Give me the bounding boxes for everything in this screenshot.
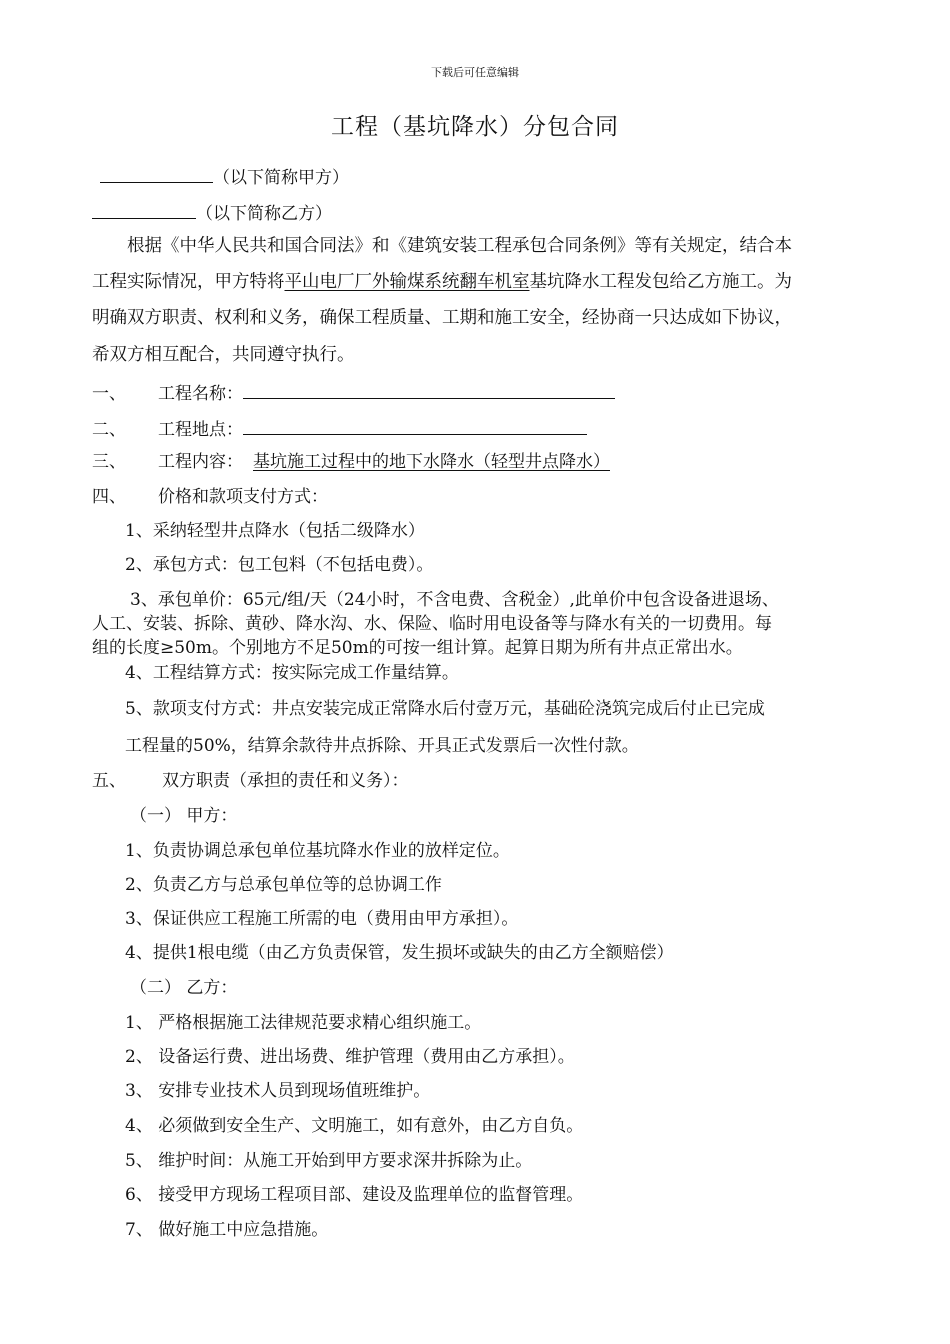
section-1-label: 工程名称：	[158, 384, 243, 404]
party-a-blank	[100, 164, 213, 183]
section-2-num: 二、	[92, 420, 126, 440]
party-a-duty: 3、保证供应工程施工所需的电（费用由甲方承担）。	[125, 909, 519, 929]
section-5-label: 双方职责（承担的责任和义务）：	[162, 771, 409, 791]
section-1	[92, 380, 615, 405]
section-1-num: 一、	[92, 384, 126, 404]
section-5-num: 五、	[92, 771, 126, 791]
intro-line-2	[92, 271, 792, 293]
party-a-duty: 1、负责协调总承包单位基坑降水作业的放样定位。	[125, 841, 510, 861]
party-b-text: （以下简称乙方）	[196, 204, 332, 224]
price-item-5-line-2: 工程量的50%，结算余款待井点拆除、开具正式发票后一次性付款。	[125, 736, 639, 756]
party-b-duty: 2、 设备运行费、进出场费、维护管理（费用由乙方承担）。	[125, 1047, 575, 1067]
project-name-blank	[243, 380, 615, 399]
party-a-text: （以下简称甲方）	[213, 168, 349, 188]
intro-line-3: 明确双方职责、权利和义务，确保工程质量、工期和施工安全，经协商一只达成如下协议，	[92, 308, 792, 328]
party-a-duty: 4、提供1根电缆（由乙方负责保管，发生损坏或缺失的由乙方全额赔偿）	[125, 943, 674, 963]
party-a-line	[100, 164, 349, 189]
intro-line-4: 希双方相互配合，共同遵守执行。	[92, 345, 355, 365]
section-3-label: 工程内容：	[158, 452, 243, 472]
party-a-duties-heading: （一） 甲方：	[130, 806, 238, 826]
page-header: 下载后可任意编辑	[431, 66, 519, 79]
party-b-line	[92, 200, 332, 225]
party-b-duty: 7、 做好施工中应急措施。	[125, 1220, 329, 1240]
price-item-2: 2、承包方式：包工包料（不包括电费）。	[125, 555, 434, 575]
project-name: 平山电厂厂外输煤系统翻车机室	[284, 272, 530, 292]
intro-line-2b: 基坑降水工程发包给乙方施工。为	[529, 272, 792, 292]
price-item-5-line-1: 5、款项支付方式：井点安装完成正常降水后付壹万元，基础砼浇筑完成后付止已完成	[125, 699, 765, 719]
contract-title: 工程（基坑降水）分包合同	[331, 114, 619, 140]
party-b-duties-heading: （二） 乙方：	[130, 978, 238, 998]
section-3	[92, 451, 626, 473]
section-4-label: 价格和款项支付方式：	[158, 487, 328, 507]
party-b-blank	[92, 200, 196, 219]
price-item-3-line-2: 人工、安装、拆除、黄砂、降水沟、水、保险、临时用电设备等与降水有关的一切费用。每	[92, 614, 772, 634]
party-b-duty: 6、 接受甲方现场工程项目部、建设及监理单位的监督管理。	[125, 1185, 584, 1205]
section-2-label: 工程地点：	[158, 420, 243, 440]
party-a-duty: 2、负责乙方与总承包单位等的总协调工作	[125, 875, 442, 895]
section-4	[92, 486, 328, 508]
project-location-blank	[243, 416, 587, 435]
price-item-3-line-1: 3、承包单价：65元/组/天（24小时，不含电费、含税金）,此单价中包含设备进退场、	[130, 590, 779, 610]
intro-line-1: 根据《中华人民共和国合同法》和《建筑安装工程承包合同条例》等有关规定，结合本	[127, 236, 792, 256]
price-item-3-line-3: 组的长度≥50m。个别地方不足50m的可按一组计算。起算日期为所有井点正常出水。	[92, 638, 743, 658]
section-4-num: 四、	[92, 487, 126, 507]
party-b-duty: 1、 严格根据施工法律规范要求精心组织施工。	[125, 1013, 482, 1033]
intro-line-2a: 工程实际情况，甲方特将	[92, 272, 285, 292]
party-b-duty: 4、 必须做到安全生产、文明施工，如有意外，由乙方自负。	[125, 1116, 584, 1136]
price-item-4: 4、工程结算方式：按实际完成工作量结算。	[125, 663, 459, 683]
party-b-duty: 3、 安排专业技术人员到现场值班维护。	[125, 1081, 431, 1101]
party-b-duty: 5、 维护时间：从施工开始到甲方要求深井拆除为止。	[125, 1151, 533, 1171]
project-content: 基坑施工过程中的地下水降水（轻型井点降水）	[253, 452, 610, 472]
section-2	[92, 416, 587, 441]
section-3-num: 三、	[92, 452, 126, 472]
price-item-1: 1、采纳轻型井点降水（包括二级降水）	[125, 521, 425, 541]
section-5	[92, 770, 409, 792]
